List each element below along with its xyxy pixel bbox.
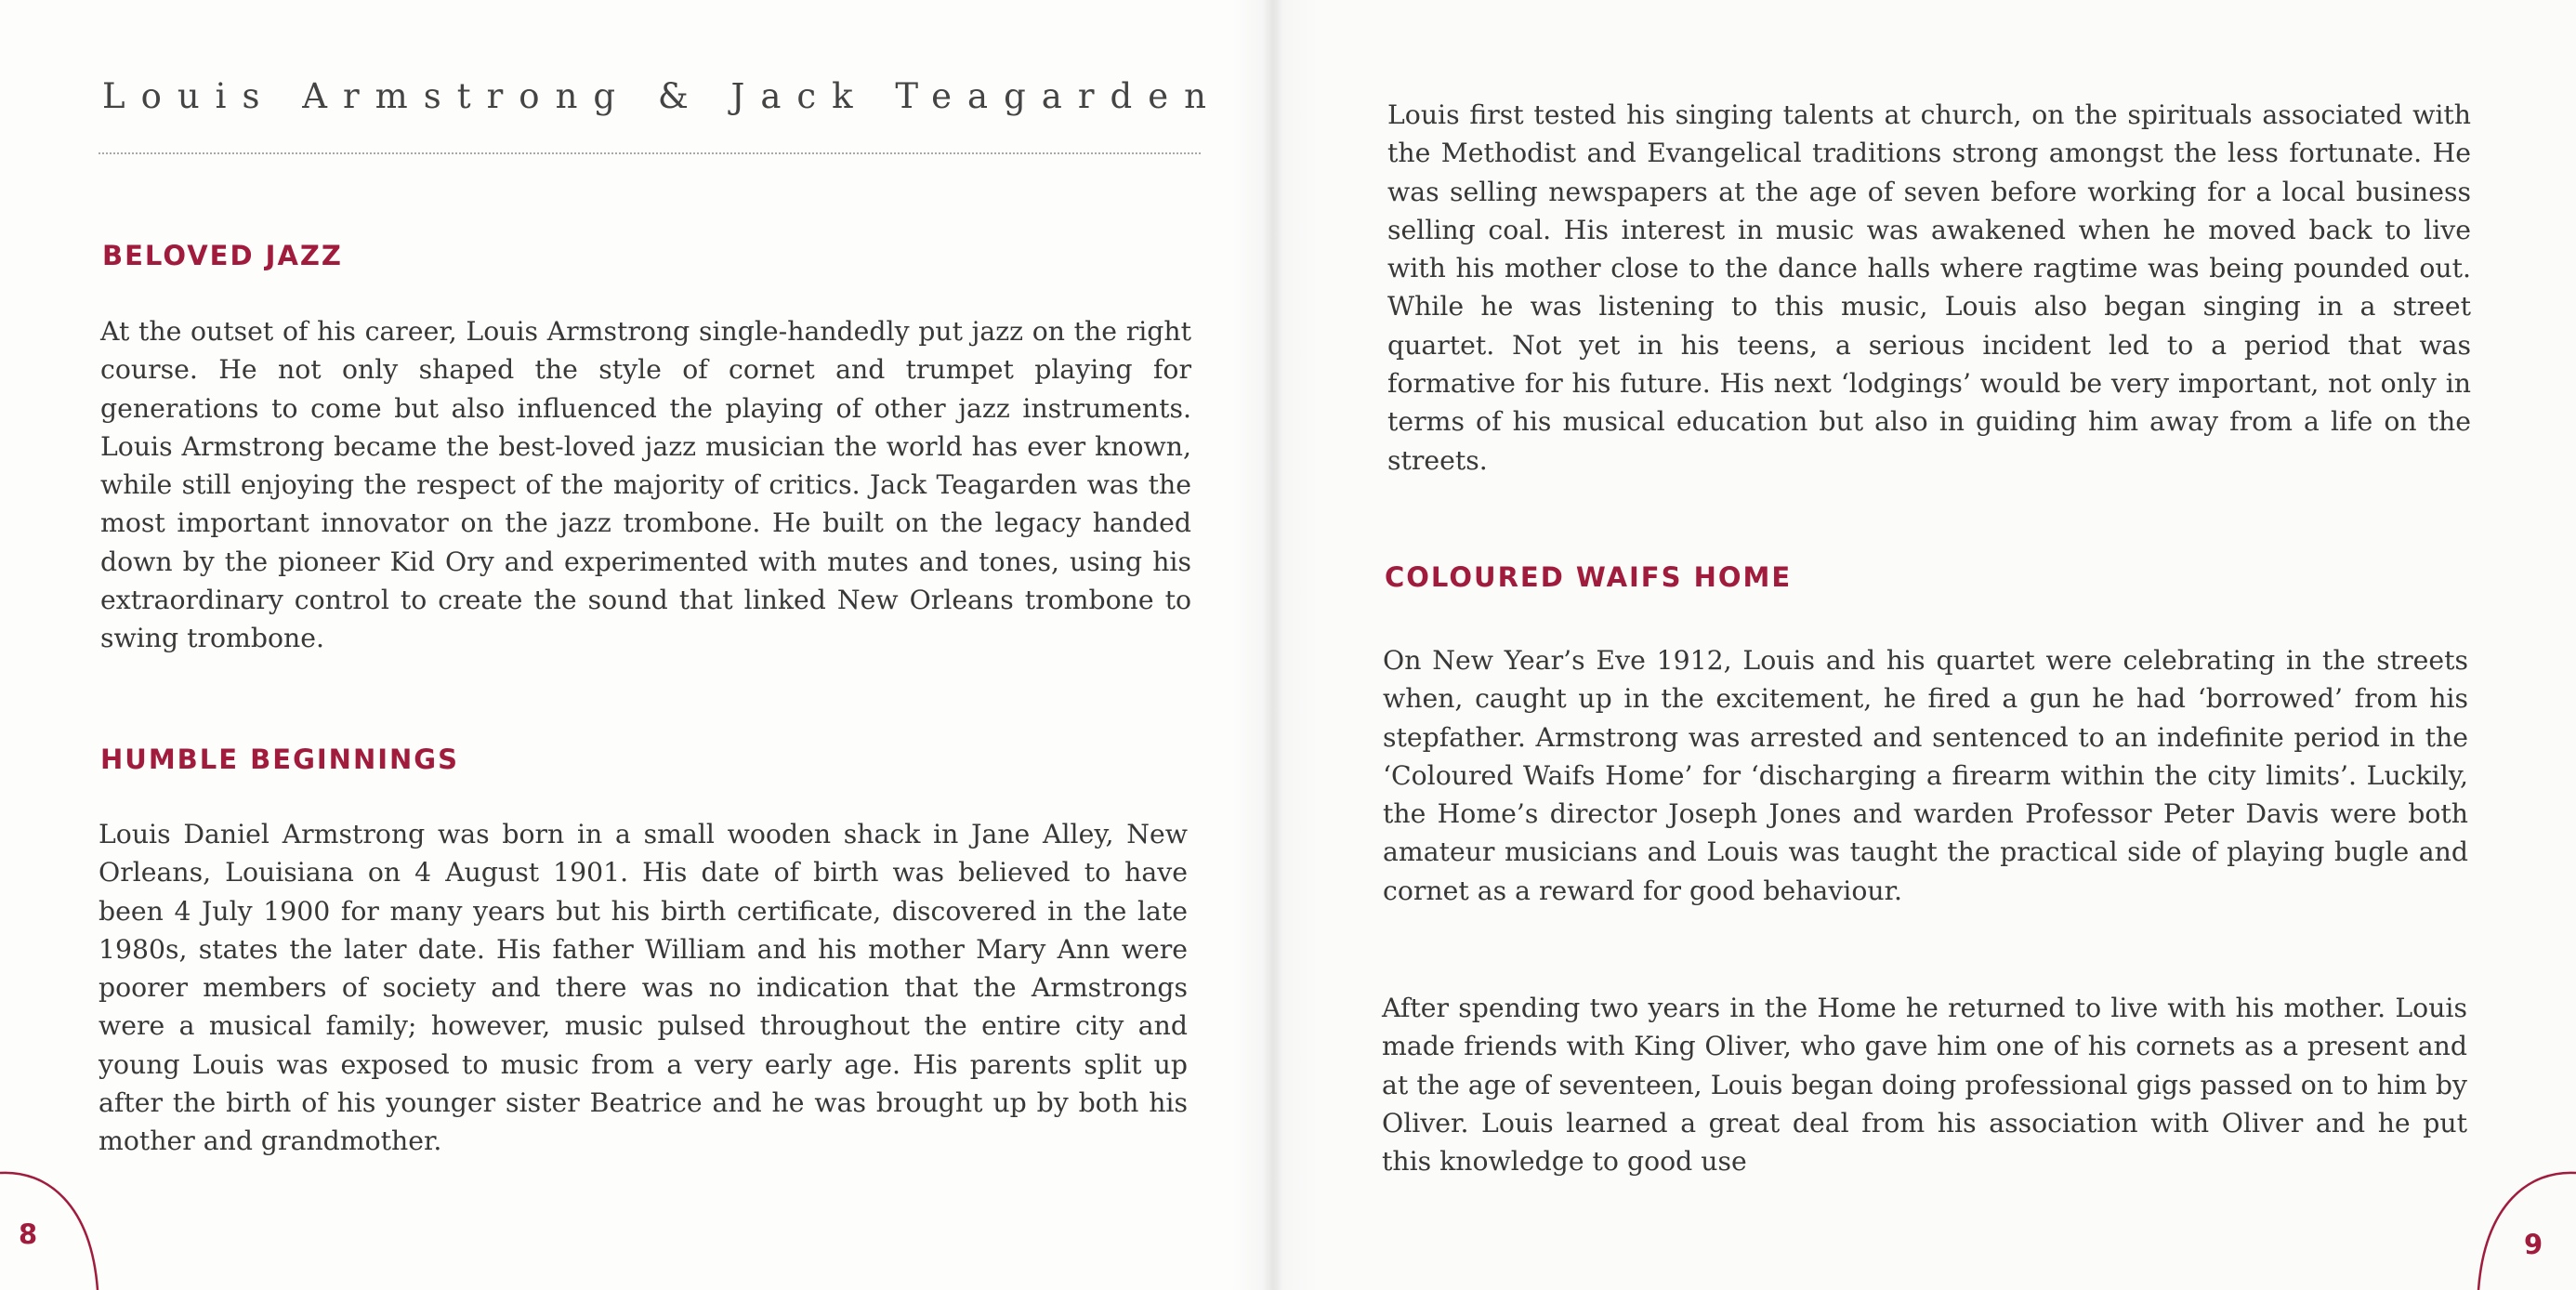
paragraph-after-home: After spending two years in the Home he returned to live with his mother. Louis made friends with King Oliver, who gave him one of his cornets as a present and at the age of seventeen, Louis began doing professional gigs passed on to him by Oliver. Louis learned a great deal from his association with Oliver and he put this knowledge to good use xyxy=(1382,993,2467,1178)
header-rule xyxy=(99,152,1201,154)
page-number-right: 9 xyxy=(2524,1229,2543,1260)
left-page xyxy=(0,0,1275,1290)
paragraph-humble-beginnings: Louis Daniel Armstrong was born in a small wooden shack in Jane Alley, New Orleans, Louisiana on 4 August 1901. His date of birth was believed to have been 4 July 1900 for many years but his birth certificate, discovered in the late 1980s, states the later date. His father William and his mother Mary Ann were poorer members of society and there was no indication that the Armstrongs were a musical family; however, music pulsed throughout the entire city and young Louis was exposed to music from a very early age. His parents split up after the birth of his younger sister Beatrice and he was brought up by both his mother and grandmother. xyxy=(99,819,1188,1157)
right-page xyxy=(1275,0,2576,1290)
heading-humble-beginnings: HUMBLE BEGINNINGS xyxy=(100,744,459,775)
paragraph-intro: Louis first tested his singing talents at church, on the spirituals associated with the Methodist and Evangelical traditions strong amongst the less fortunate. He was selling newspapers at the age of seven before working for a local business selling coal. His interest in music was awakened when he moved back to live with his mother close to the dance halls where ragtime was being pounded out. While he was listening to this music, Louis also began singing in a street quartet. Not yet in his teens, a serious incident led to a period that was formative for his future. His next ‘lodgings’ would be very important, not only in terms of his musical education but also in guiding him away from a life on the streets. xyxy=(1387,99,2471,476)
page-number-left: 8 xyxy=(19,1218,38,1250)
running-head: Louis Armstrong & Jack Teagarden xyxy=(102,76,1222,116)
heading-beloved-jazz: BELOVED JAZZ xyxy=(102,240,343,271)
page-corner-arc-right xyxy=(2446,1166,2576,1290)
paragraph-beloved-jazz: At the outset of his career, Louis Armstrong single-handedly put jazz on the right course. He not only shaped the style of cornet and trumpet playing for generations to come but also influenced the playing of other jazz instruments. Louis Armstrong became the best-loved jazz musician the world has ever known, while still enjoying the respect of the majority of critics. Jack Teagarden was the most important innovator on the jazz trombone. He built on the legacy handed down by the pioneer Kid Ory and experimented with mutes and tones, using his extraordinary control to create the sound that linked New Orleans trombone to swing trombone. xyxy=(100,316,1191,654)
heading-coloured-waifs-home: COLOURED WAIFS HOME xyxy=(1385,561,1793,593)
paragraph-waifs-home: On New Year’s Eve 1912, Louis and his quartet were celebrating in the streets when, caught up in the excitement, he fired a gun he had ‘borrowed’ from his stepfather. Armstrong was arrested and sentenced to an indefinite period in the ‘Coloured Waifs Home’ for ‘discharging a firearm within the city limits’. Luckily, the Home’s director Joseph Jones and warden Professor Peter Davis were both amateur musicians and Louis was taught the practical side of playing bugle and cornet as a reward for good behaviour. xyxy=(1383,645,2468,906)
